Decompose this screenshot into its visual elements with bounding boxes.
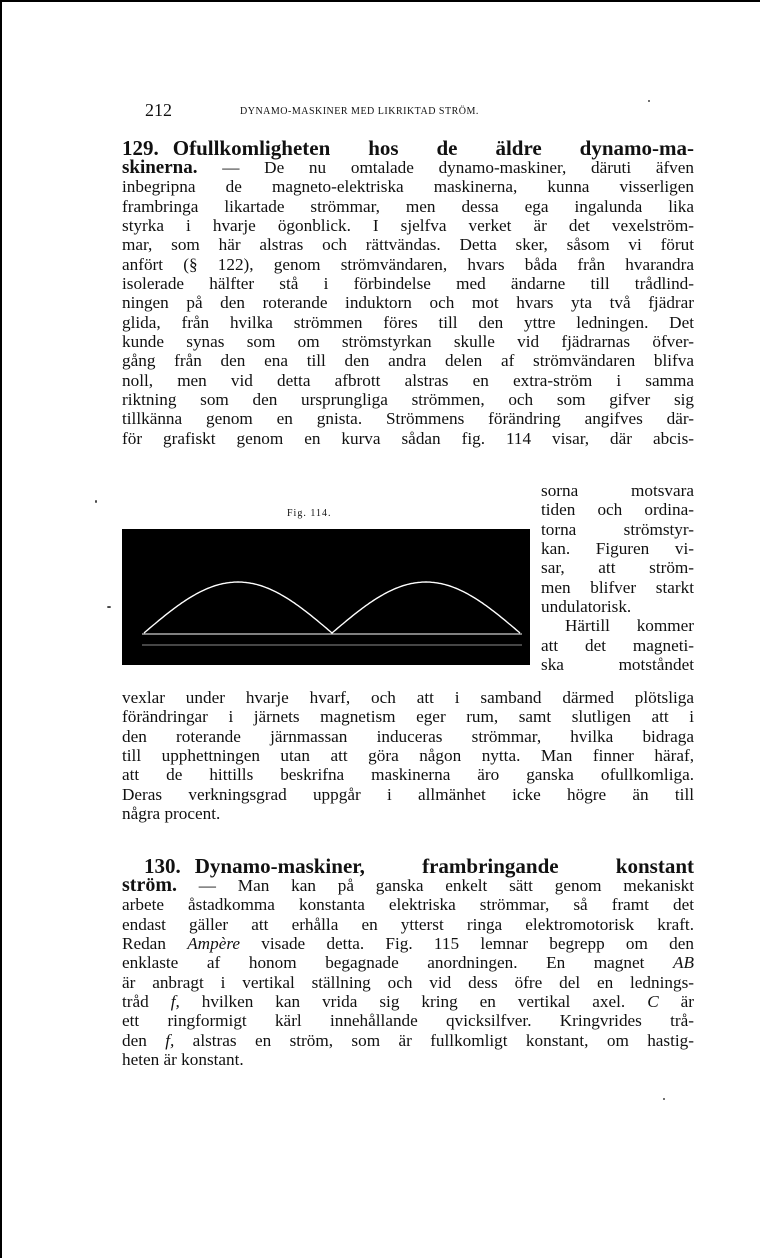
side-line: torna strömstyr- bbox=[541, 519, 694, 539]
paragraph-line bbox=[122, 158, 694, 177]
scan-speck bbox=[648, 100, 650, 102]
scan-border-top bbox=[0, 0, 760, 2]
paragraph-line bbox=[122, 953, 694, 972]
paragraph-line: att de hittills beskrifna maskinerna äro ganska ofullkomliga. bbox=[122, 765, 694, 785]
scan-speck bbox=[107, 606, 111, 608]
paragraph-line: den roterande järnmassan induceras strömmar, hvilka bidraga bbox=[122, 726, 694, 746]
scan-speck bbox=[663, 1098, 665, 1100]
symbol-c: C bbox=[647, 992, 659, 1012]
paragraph-line: några procent. bbox=[122, 804, 221, 824]
paragraph-line bbox=[122, 992, 694, 1011]
paragraph-line: endast gäller att erhålla en ytterst ringa elektromotorisk kraft. bbox=[122, 914, 694, 934]
section-130-block bbox=[122, 855, 694, 1069]
section-129-title: Ofullkomligheten hos de äldre dynamo-ma- bbox=[172, 136, 694, 160]
symbol-f: f, bbox=[165, 1030, 175, 1050]
paragraph-line: anfört (§ 122), genom strömvändaren, hvars båda från hvarandra bbox=[122, 254, 694, 274]
paragraph-line: styrka i hvarje ögonblick. I sjelfva verket är det vexelström- bbox=[122, 216, 694, 236]
section-129-title-end: skinerna. bbox=[122, 157, 198, 178]
paragraph-line: arbete åstadkomma konstanta elektriska strömmar, så framt det bbox=[122, 895, 694, 915]
side-line: sorna motsvara bbox=[541, 481, 694, 500]
text-fragment: är bbox=[658, 992, 694, 1012]
symbol-f: f, bbox=[170, 992, 180, 1012]
side-line: att det magneti- bbox=[541, 635, 694, 655]
paragraph-line bbox=[122, 934, 694, 953]
side-line: ska motståndet bbox=[541, 655, 694, 675]
paragraph-line: ett ringformigt kärl innehållande qvicksilfver. Kringvrides trå- bbox=[122, 1011, 694, 1031]
text-fragment: visade detta. Fig. 115 lemnar begrepp om den bbox=[240, 934, 694, 954]
paragraph-line: frambringa likartade strömmar, men dessa ega ingalunda lika bbox=[122, 196, 694, 216]
section-129-continuation bbox=[122, 688, 694, 823]
figure-caption: Fig. 114. bbox=[287, 508, 332, 519]
section-130-title-end: ström. bbox=[122, 874, 177, 896]
section-129-number: 129. bbox=[122, 136, 159, 160]
paragraph-line: mar, som här alstras och rättvändas. Detta sker, såsom vi förut bbox=[122, 235, 694, 255]
paragraph-line: noll, men vid detta afbrott alstras en extra-ström i samma bbox=[122, 370, 694, 390]
figure-114 bbox=[122, 529, 530, 665]
text-fragment: tråd bbox=[122, 992, 171, 1012]
paragraph-line: till upphettningen utan att göra någon nytta. Man finner häraf, bbox=[122, 746, 694, 766]
side-line: sar, att ström- bbox=[541, 558, 694, 578]
paragraph-line: är anbragt i vertikal ställning och vid dess öfre del en lednings- bbox=[122, 972, 694, 992]
text-fragment: Redan bbox=[122, 934, 188, 954]
running-title: DYNAMO-MASKINER MED LIKRIKTAD STRÖM. bbox=[240, 106, 479, 117]
paragraph-line bbox=[122, 1031, 694, 1050]
symbol-ab: AB bbox=[673, 953, 694, 973]
text-fragment: enklaste af honom begagnade anordningen. En magnet bbox=[122, 953, 673, 973]
side-line: men blifver starkt bbox=[541, 577, 694, 597]
paragraph-line: ningen på den roterande induktorn och mot hvars yta två fjädrar bbox=[122, 293, 694, 313]
paragraph-line: tillkänna genom en gnista. Strömmens förändring angifves där- bbox=[122, 409, 694, 429]
section-129-block bbox=[122, 137, 694, 448]
paragraph-line: vexlar under hvarje hvarf, och att i samband därmed plötsliga bbox=[122, 688, 694, 707]
wave-graph bbox=[122, 529, 530, 665]
side-line: Härtill kommer bbox=[565, 616, 694, 636]
scan-speck bbox=[95, 500, 97, 503]
paragraph-line: inbegripna de magneto-elektriska maskinerna, kunna visserligen bbox=[122, 177, 694, 197]
paragraph-line: heten är konstant. bbox=[122, 1050, 244, 1070]
side-column bbox=[541, 481, 694, 674]
paragraph-line: kunde synas som om strömstyrkan skulle vid fjädrarnas öfver- bbox=[122, 332, 694, 352]
text-line: — Man kan på ganska enkelt sätt genom mekaniskt bbox=[198, 876, 695, 895]
text-fragment: den bbox=[122, 1030, 166, 1050]
figure-background bbox=[122, 529, 530, 665]
section-130-heading bbox=[122, 855, 694, 878]
paragraph-line: Deras verkningsgrad uppgår i allmänhet icke högre än till bbox=[122, 784, 694, 804]
paragraph-line: gång från den ena till den andra delen af strömvändaren blifva bbox=[122, 351, 694, 371]
section-130-number: 130. bbox=[144, 854, 181, 878]
scan-border-left bbox=[0, 0, 2, 1258]
paragraph-line bbox=[122, 876, 694, 895]
section-129-heading bbox=[122, 137, 694, 160]
text-fragment: hvilken kan vrida sig kring en vertikal axel. bbox=[179, 992, 648, 1012]
paragraph-line: för grafiskt genom en kurva sådan fig. 114 visar, där abcis- bbox=[122, 428, 694, 448]
paragraph-line: isolerade hälfter stå i förbindelse med ändarne till trådlind- bbox=[122, 274, 694, 294]
side-line: kan. Figuren vi- bbox=[541, 539, 694, 559]
section-130-title: Dynamo-maskiner, frambringande konstant bbox=[194, 854, 694, 878]
text-fragment: alstras en ström, som är fullkomligt konstant, om hastig- bbox=[174, 1030, 694, 1050]
side-line: undulatorisk. bbox=[541, 597, 632, 617]
paragraph-line: förändringar i järnets magnetism eger rum, samt slutligen att i bbox=[122, 707, 694, 727]
name-ampere: Ampère bbox=[187, 934, 240, 954]
paragraph-line: riktning som den ursprungliga strömmen, och som gifver sig bbox=[122, 390, 694, 410]
page-number: 212 bbox=[145, 100, 172, 120]
text-line: — De nu omtalade dynamo-maskiner, däruti äfven bbox=[222, 158, 695, 177]
paragraph-line: glida, från hvilka strömmen föres till den yttre ledningen. Det bbox=[122, 312, 694, 332]
side-line: tiden och ordina- bbox=[541, 500, 694, 520]
